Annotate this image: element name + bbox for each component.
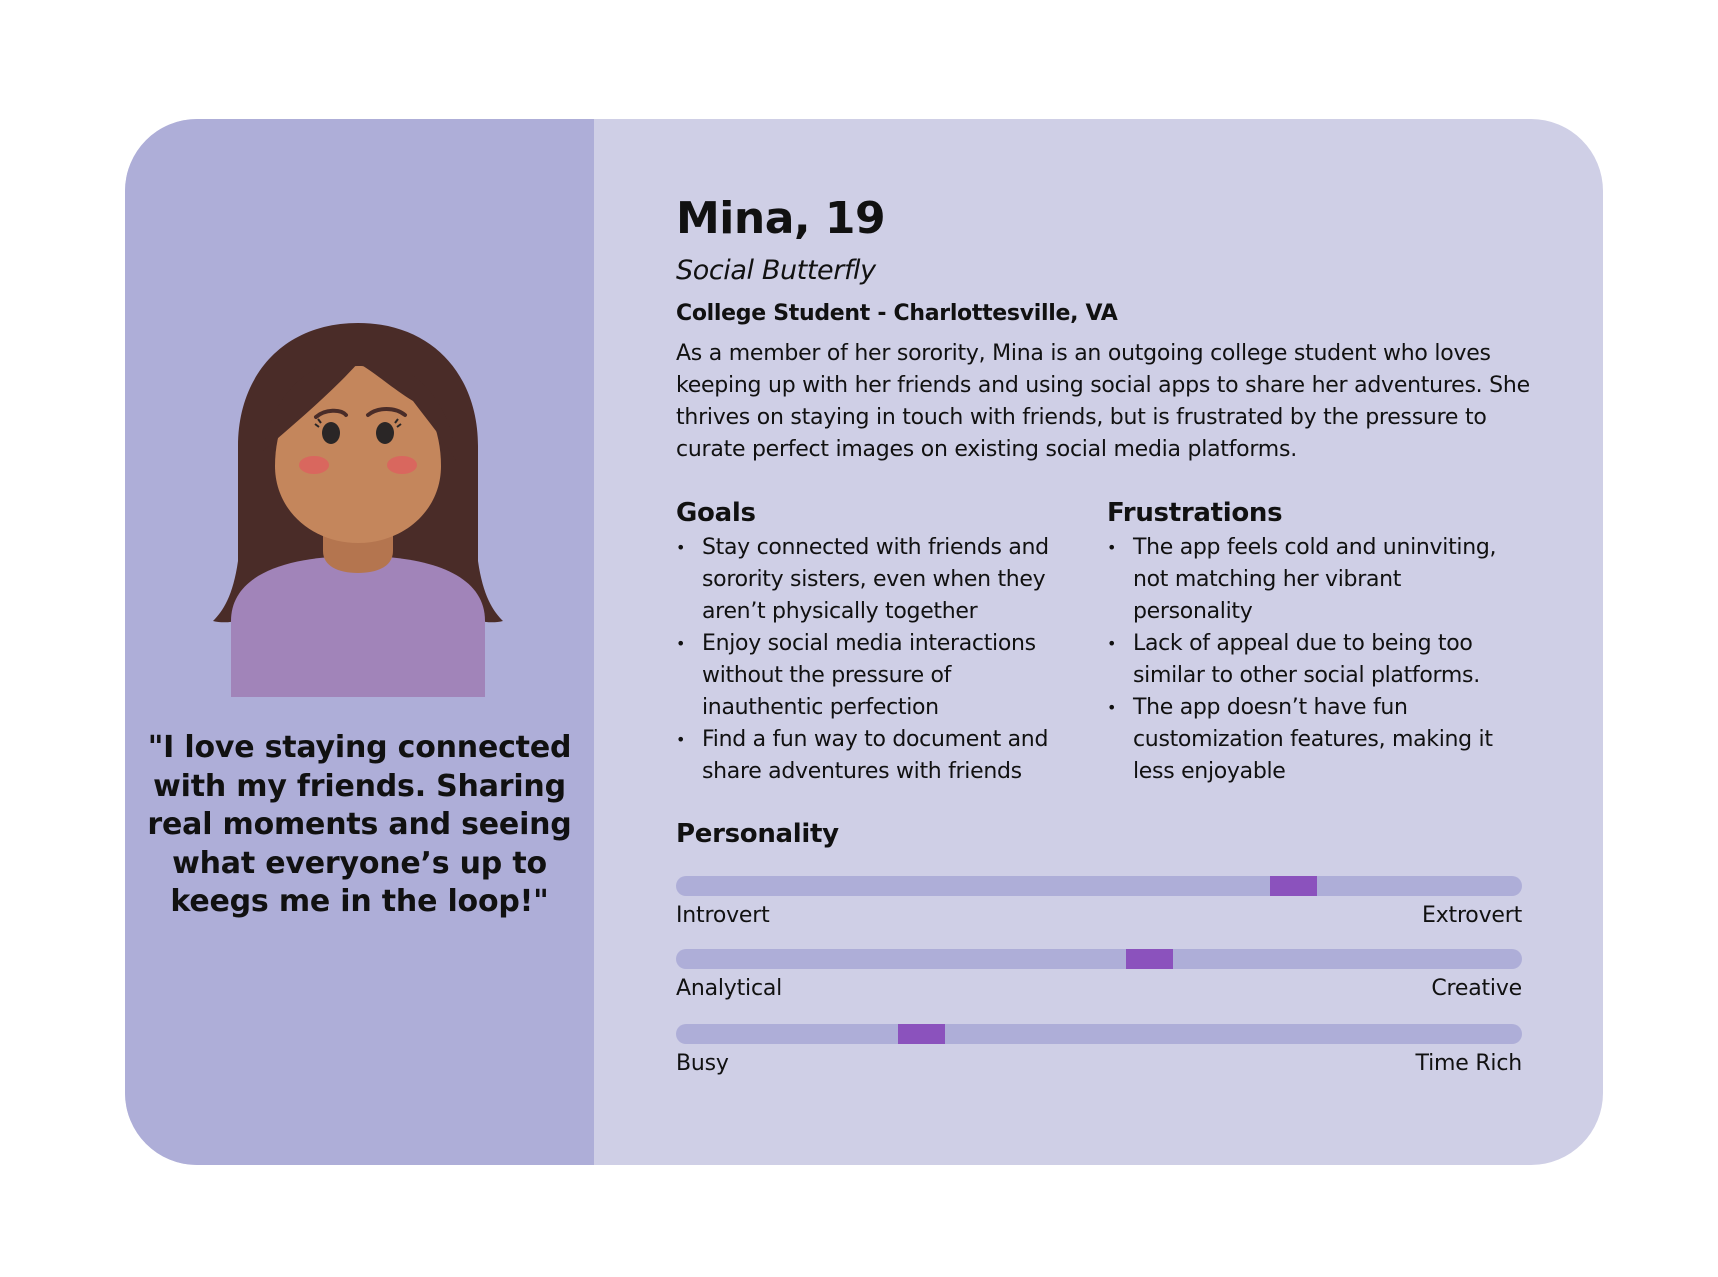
slider-marker [1126, 949, 1173, 969]
persona-bio: As a member of her sorority, Mina is an outgoing college student who loves keeping up with her friends and using social apps to share her adventures. She thrives on staying in touch with friends, but is frustrated by the pressure to curate perfect images on existing social media platforms. [676, 341, 1530, 462]
personality-slider-analytical-creative [676, 949, 1522, 1004]
slider-track [676, 876, 1522, 896]
persona-name: Mina, 19 [676, 193, 886, 244]
slider-marker [898, 1024, 945, 1044]
right-panel [594, 119, 1603, 1165]
persona-role: Social Butterfly [676, 255, 876, 286]
slider-track [676, 949, 1522, 969]
slider-track [676, 1024, 1522, 1044]
frustrations-list [1107, 532, 1507, 788]
personality-heading: Personality [676, 819, 839, 849]
goal-item: • Enjoy social media interactions without the pressure of inauthentic perfection [676, 628, 1076, 724]
frustrations-heading: Frustrations [1107, 498, 1283, 528]
slider-right-label: Extrovert [1422, 903, 1522, 928]
personality-slider-busy-time-rich [676, 1024, 1522, 1079]
slider-left-label: Busy [676, 1051, 729, 1076]
left-panel [125, 119, 594, 1165]
left-eye [322, 422, 340, 444]
persona-quote: "I love staying connected with my friends. Sharing real moments and seeing what everyone’s up to keegs me in the loop!" [147, 730, 572, 919]
frustration-item: • The app feels cold and uninviting, not matching her vibrant personality [1107, 532, 1507, 628]
persona-occupation: College Student - Charlottesville, VA [676, 301, 1118, 326]
right-eye [376, 422, 394, 444]
right-blush [387, 456, 417, 474]
goals-heading: Goals [676, 498, 756, 528]
slider-right-label: Time Rich [1415, 1051, 1522, 1076]
shirt [231, 556, 485, 697]
woman-avatar-illustration [213, 321, 503, 697]
slider-left-label: Introvert [676, 903, 770, 928]
frustration-item: • Lack of appeal due to being too similar to other social platforms. [1107, 628, 1507, 692]
slider-right-label: Creative [1431, 976, 1522, 1001]
left-blush [299, 456, 329, 474]
persona-card [125, 119, 1603, 1165]
goal-item: • Stay connected with friends and sorority sisters, even when they aren’t physically together [676, 532, 1076, 628]
goals-list [676, 532, 1076, 788]
slider-marker [1270, 876, 1317, 896]
frustration-item: • The app doesn’t have fun customization features, making it less enjoyable [1107, 692, 1507, 788]
personality-slider-introvert-extrovert [676, 876, 1522, 931]
goal-item: • Find a fun way to document and share adventures with friends [676, 724, 1076, 788]
slider-left-label: Analytical [676, 976, 783, 1001]
